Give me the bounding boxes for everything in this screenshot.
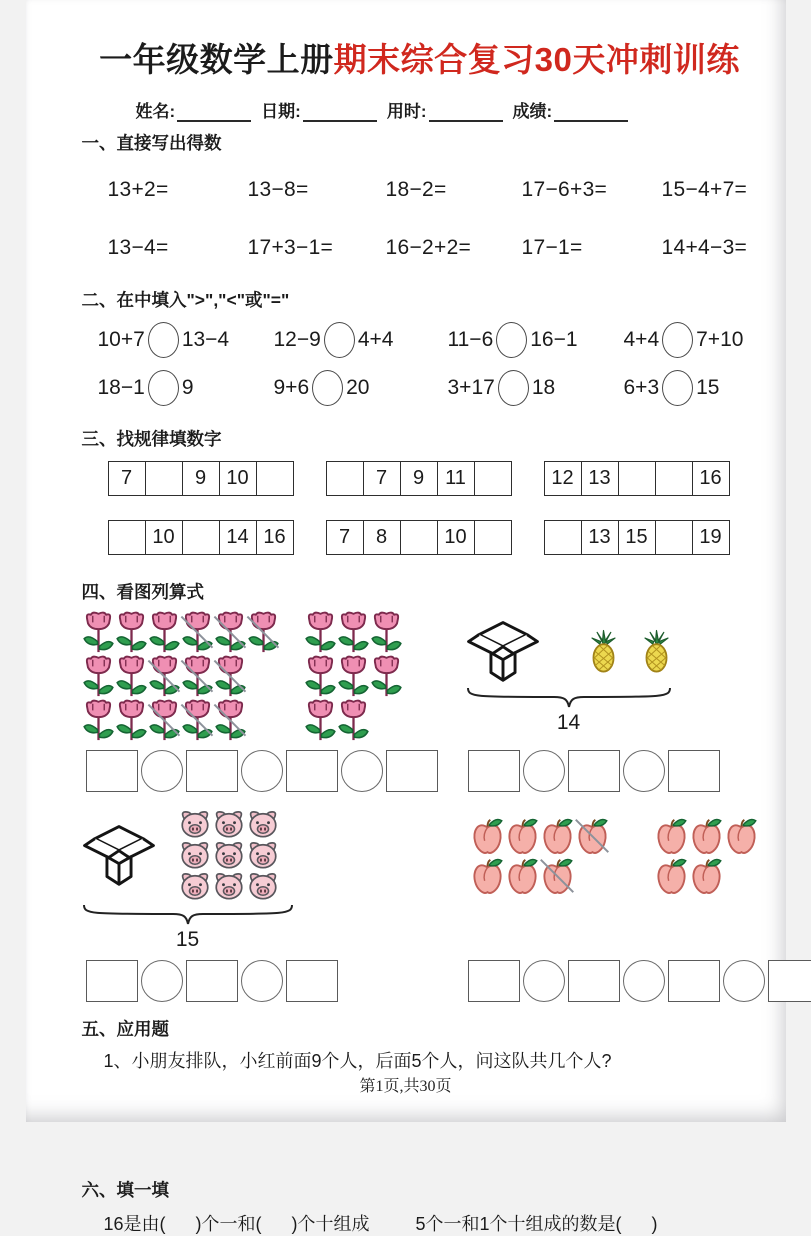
brace-underline: [466, 686, 811, 710]
tulip-icon: [82, 654, 115, 698]
title-black-part: 一年级数学上册: [99, 41, 334, 78]
table-cell-blank[interactable]: [656, 521, 693, 554]
table-cell-blank[interactable]: [327, 462, 364, 495]
answer-box[interactable]: [386, 750, 438, 792]
compare-circle[interactable]: [324, 322, 355, 358]
compare-right: 16−1: [530, 328, 577, 352]
peach-icon: [575, 816, 610, 856]
sequence-table: [108, 520, 294, 555]
date-label: 日期:: [261, 97, 301, 122]
tulip-icon: [82, 610, 115, 654]
compare-circle[interactable]: [148, 370, 179, 406]
operator-circle[interactable]: [341, 750, 383, 792]
worksheet-title: [82, 34, 758, 81]
compare-left: 6+3: [624, 376, 660, 400]
math-problem: 17−6+3=: [522, 178, 662, 202]
brace-label: 14: [466, 711, 672, 735]
compare-circle[interactable]: [148, 322, 179, 358]
score-field: [513, 97, 629, 122]
answer-box[interactable]: [86, 960, 138, 1002]
pig-icon: [212, 839, 246, 870]
score-label: 成绩:: [513, 97, 553, 122]
peach-icon: [505, 816, 540, 856]
pig-icon: [178, 808, 212, 839]
table-cell-blank[interactable]: [656, 462, 693, 495]
icon-row: [304, 654, 403, 698]
problem-row: [82, 167, 758, 213]
operator-circle[interactable]: [723, 960, 765, 1002]
answer-box[interactable]: [86, 750, 138, 792]
table-cell-filled: 10: [438, 521, 475, 554]
tulip-icon: [148, 654, 181, 698]
table-cell-filled: 7: [327, 521, 364, 554]
flower-group-right: [304, 610, 403, 742]
section5-heading: 五、应用题: [82, 1016, 758, 1041]
compare-right: 9: [182, 376, 194, 400]
math-problem: 16−2+2=: [386, 236, 522, 260]
icon-row: [304, 610, 403, 654]
pineapple-icon: [588, 629, 619, 674]
compare-problem: [98, 370, 274, 406]
table-cell-filled: 7: [364, 462, 401, 495]
answer-box[interactable]: [186, 960, 238, 1002]
operator-circle[interactable]: [141, 960, 183, 1002]
tulip-icon: [337, 654, 370, 698]
icon-row: [654, 816, 759, 856]
page-footer: 第1页,共30页: [26, 1073, 786, 1096]
compare-right: 4+4: [358, 328, 394, 352]
compare-left: 9+6: [274, 376, 310, 400]
pig-icon: [246, 870, 280, 901]
tulip-icon: [115, 610, 148, 654]
compare-problem: [274, 322, 448, 358]
compare-left: 18−1: [98, 376, 145, 400]
fill-blank-right[interactable]: 5个一和1个十组成的数是( ): [416, 1210, 658, 1236]
section3-tables: [82, 461, 758, 555]
tulip-icon: [214, 698, 247, 742]
table-cell-blank[interactable]: [475, 521, 511, 554]
peach-icon: [540, 856, 575, 896]
peach-icon: [470, 816, 505, 856]
fill-blank-left[interactable]: 16是由( )个一和( )个十组成: [104, 1210, 370, 1236]
peach-icon: [689, 856, 724, 896]
name-field: [136, 97, 252, 122]
section1-heading: 一、直接写出得数: [82, 130, 758, 155]
name-blank[interactable]: [177, 102, 251, 122]
table-cell-filled: 14: [220, 521, 257, 554]
table-cell-filled: 16: [693, 462, 729, 495]
math-problem: 18−2=: [386, 178, 522, 202]
section6-heading: 六、填一填: [82, 1177, 758, 1202]
pig-icon: [212, 808, 246, 839]
time-label: 用时:: [387, 97, 427, 122]
table-cell-filled: 7: [109, 462, 146, 495]
section4-pictures: [82, 610, 758, 1012]
tulip-icon: [148, 610, 181, 654]
brace-label: 15: [82, 928, 294, 952]
fill-in-line: [82, 1210, 758, 1236]
compare-left: 10+7: [98, 328, 145, 352]
table-cell-filled: 8: [364, 521, 401, 554]
answer-box[interactable]: [568, 960, 620, 1002]
tulip-icon: [304, 610, 337, 654]
pineapple-problem: [456, 610, 811, 742]
table-cell-filled: 15: [619, 521, 656, 554]
table-cell-filled: 10: [146, 521, 183, 554]
peach-group-right: [654, 816, 759, 952]
pig-group: [178, 808, 280, 901]
section1-problems: [82, 167, 758, 271]
tulip-icon: [304, 698, 337, 742]
table-cell-blank[interactable]: [183, 521, 220, 554]
table-cell-filled: 9: [183, 462, 220, 495]
compare-right: 7+10: [696, 328, 743, 352]
math-problem: 14+4−3=: [662, 236, 758, 260]
peach-icon: [654, 856, 689, 896]
table-row: [82, 461, 758, 496]
table-cell-blank[interactable]: [146, 462, 183, 495]
section2-problems: [82, 316, 758, 412]
icon-row: [470, 856, 610, 896]
time-blank[interactable]: [429, 102, 503, 122]
date-blank[interactable]: [303, 102, 377, 122]
section4-heading: 四、看图列算式: [82, 579, 758, 604]
peach-problem: [456, 802, 811, 952]
answer-box[interactable]: [286, 750, 338, 792]
operator-circle[interactable]: [623, 750, 665, 792]
table-cell-filled: 12: [545, 462, 582, 495]
icon-row: [304, 698, 403, 742]
section3-heading: 三、找规律填数字: [82, 426, 758, 451]
table-cell-filled: 19: [693, 521, 729, 554]
peach-icon: [505, 856, 540, 896]
answer-box[interactable]: [286, 960, 338, 1002]
peach-icon: [724, 816, 759, 856]
operator-circle[interactable]: [523, 960, 565, 1002]
tulip-icon: [82, 698, 115, 742]
worksheet-page: [26, 0, 786, 1122]
table-cell-blank[interactable]: [619, 462, 656, 495]
table-cell-filled: 16: [257, 521, 293, 554]
tulip-icon: [181, 654, 214, 698]
compare-circle[interactable]: [312, 370, 343, 406]
table-cell-filled: 13: [582, 462, 619, 495]
answer-box[interactable]: [768, 960, 811, 1002]
tulip-icon: [115, 698, 148, 742]
compare-circle[interactable]: [662, 322, 693, 358]
sequence-table: [108, 461, 294, 496]
compare-problem: [274, 370, 448, 406]
answer-box[interactable]: [186, 750, 238, 792]
name-label: 姓名:: [136, 97, 176, 122]
compare-circle[interactable]: [496, 322, 527, 358]
table-cell-blank[interactable]: [257, 462, 293, 495]
math-problem: 13−8=: [248, 178, 386, 202]
peach-icon: [470, 856, 505, 896]
table-cell-blank[interactable]: [475, 462, 511, 495]
compare-problem: [624, 322, 758, 358]
sequence-table: [544, 461, 730, 496]
tulip-icon: [115, 654, 148, 698]
compare-left: 12−9: [274, 328, 321, 352]
math-problem: 17−1=: [522, 236, 662, 260]
operator-circle[interactable]: [241, 960, 283, 1002]
answer-box[interactable]: [568, 750, 620, 792]
word-problem-text: 1、小朋友排队，小红前面9个人，后面5个人，问这队共几个人?: [82, 1047, 758, 1073]
pineapple-icon: [641, 629, 672, 674]
score-blank[interactable]: [554, 102, 628, 122]
equation-template: [468, 960, 811, 1002]
peach-icon: [689, 816, 724, 856]
pig-icon: [178, 870, 212, 901]
equation-template: [86, 750, 450, 792]
tulip-icon: [370, 610, 403, 654]
peach-icon: [654, 816, 689, 856]
icon-row: [470, 816, 610, 856]
compare-circle[interactable]: [662, 370, 693, 406]
compare-row: [82, 316, 758, 364]
table-cell-blank[interactable]: [401, 521, 438, 554]
math-problem: 15−4+7=: [662, 178, 758, 202]
operator-circle[interactable]: [623, 960, 665, 1002]
pig-icon: [212, 870, 246, 901]
compare-circle[interactable]: [498, 370, 529, 406]
brace-underline: [82, 903, 450, 927]
math-problem: 13+2=: [108, 178, 248, 202]
title-red-part: 期末综合复习30天冲刺训练: [334, 41, 740, 78]
section2-heading: 二、在中填入">","<"或"=": [82, 287, 758, 312]
equation-template: [468, 750, 811, 792]
table-row: [82, 520, 758, 555]
time-field: [387, 97, 503, 122]
operator-circle[interactable]: [241, 750, 283, 792]
answer-box[interactable]: [468, 960, 520, 1002]
answer-box[interactable]: [668, 750, 720, 792]
answer-box[interactable]: [668, 960, 720, 1002]
table-cell-filled: 11: [438, 462, 475, 495]
table-cell-blank[interactable]: [109, 521, 146, 554]
tulip-icon: [148, 698, 181, 742]
compare-left: 3+17: [448, 376, 495, 400]
compare-problem: [448, 370, 624, 406]
flower-problem: [82, 610, 450, 742]
tulip-icon: [214, 610, 247, 654]
pig-icon: [246, 839, 280, 870]
math-problem: 17+3−1=: [248, 236, 386, 260]
problem-row: [82, 225, 758, 271]
icon-row: [82, 698, 280, 742]
tulip-icon: [370, 654, 403, 698]
compare-right: 13−4: [182, 328, 229, 352]
table-cell-filled: 13: [582, 521, 619, 554]
tulip-icon: [181, 610, 214, 654]
icon-row: [82, 654, 280, 698]
pig-problem: [82, 802, 450, 952]
sequence-table: [544, 520, 730, 555]
compare-left: 11−6: [448, 328, 494, 352]
tulip-icon: [337, 610, 370, 654]
table-cell-filled: 10: [220, 462, 257, 495]
compare-problem: [624, 370, 758, 406]
compare-right: 18: [532, 376, 555, 400]
answer-box[interactable]: [468, 750, 520, 792]
sequence-table: [326, 520, 512, 555]
compare-right: 15: [696, 376, 719, 400]
operator-circle[interactable]: [523, 750, 565, 792]
header-fields: [136, 97, 758, 122]
table-cell-blank[interactable]: [545, 521, 582, 554]
tulip-icon: [181, 698, 214, 742]
tulip-icon: [214, 654, 247, 698]
icon-row: [654, 856, 759, 896]
peach-group-left: [470, 816, 610, 952]
compare-right: 20: [346, 376, 369, 400]
icon-row: [82, 610, 280, 654]
sequence-table: [326, 461, 512, 496]
tulip-icon: [247, 610, 280, 654]
open-box-icon: [466, 618, 540, 684]
table-cell-filled: 9: [401, 462, 438, 495]
flower-group-left: [82, 610, 280, 742]
peach-icon: [540, 816, 575, 856]
pineapple-group: [588, 629, 672, 674]
operator-circle[interactable]: [141, 750, 183, 792]
equation-template: [86, 960, 450, 1002]
pig-icon: [178, 839, 212, 870]
math-problem: 13−4=: [108, 236, 248, 260]
tulip-icon: [304, 654, 337, 698]
compare-problem: [98, 322, 274, 358]
pig-icon: [246, 808, 280, 839]
compare-row: [82, 364, 758, 412]
tulip-icon: [337, 698, 370, 742]
open-box-icon: [82, 822, 156, 888]
compare-left: 4+4: [624, 328, 660, 352]
date-field: [261, 97, 377, 122]
compare-problem: [448, 322, 624, 358]
